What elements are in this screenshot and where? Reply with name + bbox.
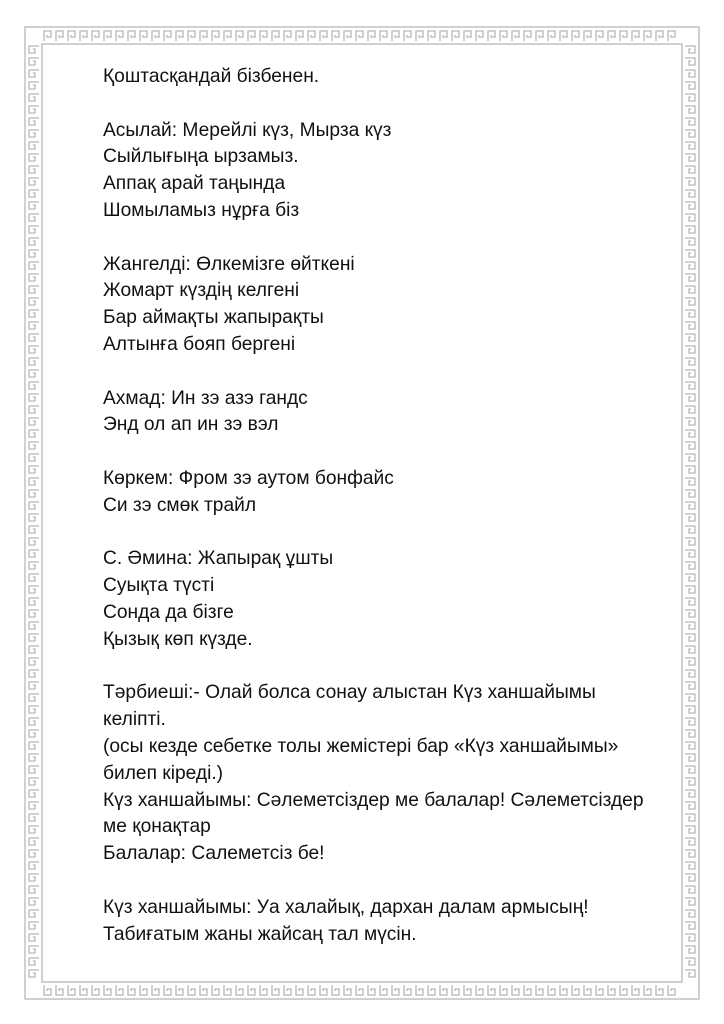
text-line: Күз ханшайымы: Уа халайық, дархан далам армысың!: [103, 896, 589, 918]
blank-line: [103, 225, 683, 252]
text-line: Энд ол ап ин зэ вэл: [103, 414, 279, 436]
text-line: Көркем: Фром зэ аутом бонфайс: [103, 467, 394, 489]
text-line: Жомарт күздің келгені: [103, 280, 300, 302]
text-line: Сыйлығыңа ырзамыз.: [103, 146, 299, 168]
text-line: Суықта түсті: [103, 575, 215, 597]
text-line: С. Әмина: Жапырақ ұшты: [103, 548, 334, 570]
border-segment: [44, 31, 675, 41]
border-segment: [29, 46, 39, 977]
text-line: Бар аймақты жапырақты: [103, 307, 324, 329]
text-line: билеп кіреді.): [103, 762, 224, 784]
text-line: Сонда да бізге: [103, 601, 234, 623]
text-line: Си зэ смөк трайл: [103, 494, 257, 516]
blank-line: [103, 359, 683, 386]
text-line: Жангелді: Өлкемізге өйткені: [103, 253, 355, 275]
text-line: Табиғатым жаны жайсаң тал мүсін.: [103, 923, 417, 945]
text-line: Ахмад: Ин зэ азэ гандс: [103, 387, 308, 409]
blank-line: [103, 868, 683, 895]
blank-line: [103, 654, 683, 681]
text-line: Аппақ арай таңында: [103, 173, 286, 195]
text-line: Алтынға бояп бергені: [103, 333, 296, 355]
border-segment: [685, 46, 695, 977]
text-line: Шомыламыз нұрға біз: [103, 199, 300, 221]
blank-line: [103, 439, 683, 466]
blank-line: [103, 520, 683, 547]
text-line: келіпті.: [103, 709, 166, 731]
text-line: Балалар: Салеметсіз бе!: [103, 843, 325, 865]
text-line: ме қонақтар: [103, 816, 211, 838]
text-line: (осы кезде себетке толы жемістері бар «Күз ханшайымы»: [103, 735, 619, 757]
text-line: Қоштасқандай бізбенен.: [103, 66, 320, 87]
text-line: Асылай: Мерейлі күз, Мырза күз: [103, 119, 392, 141]
text-line: Тәрбиеші:- Олай болса сонау алыстан Күз ханшайымы: [103, 682, 596, 704]
text-line: Қызық көп күзде.: [103, 628, 253, 650]
text-line: Күз ханшайымы: Сәлеметсіздер ме балалар! Сәлеметсіздер: [103, 789, 644, 811]
document-text: [103, 64, 683, 948]
border-segment: [44, 985, 675, 995]
blank-line: [103, 91, 683, 118]
